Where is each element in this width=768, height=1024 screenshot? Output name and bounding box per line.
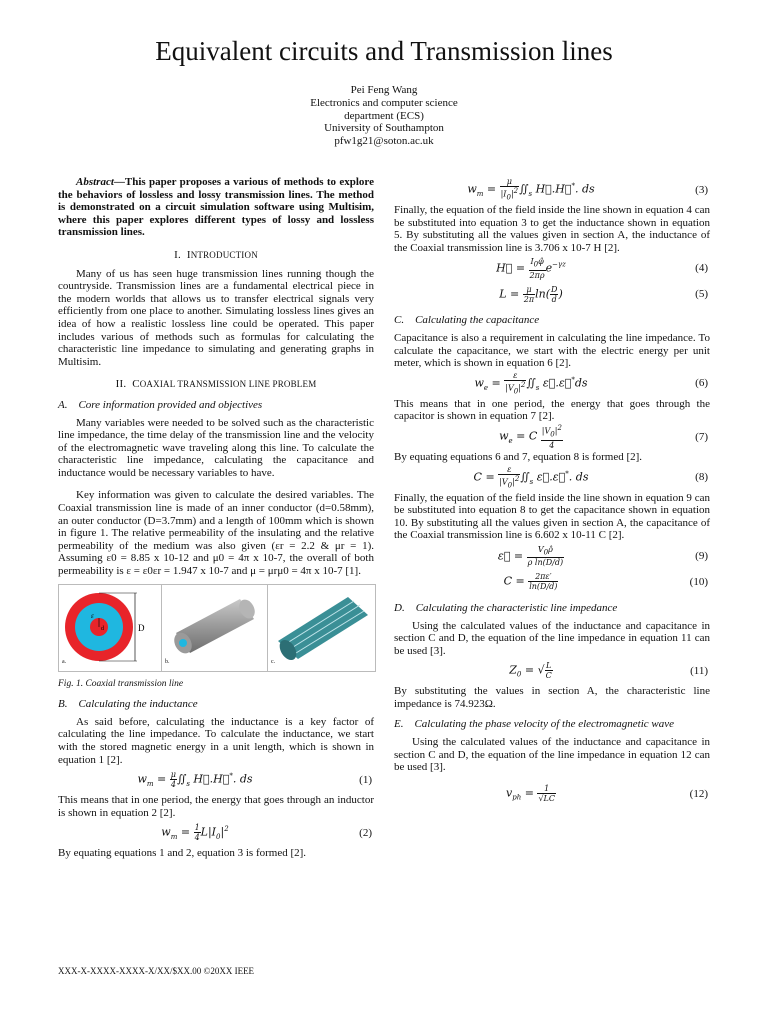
- equation-number: (2): [359, 827, 372, 840]
- intro-paragraph: Many of us has seen huge transmission lines running though the countryside. Transmission lines are a fundamental electrical piece in the modern worlds that allows us to transfer electrical signals very efficiently from one place to another. Simulating lossless lines gives an idea of how a realistic lossless line could be operated. This paper includes various of methods such as formulas for calculating the characteristic line impedance to simulating and generating graphs in Multisim.: [58, 267, 374, 368]
- equation-number: (12): [689, 787, 708, 800]
- abstract-label: Abstract: [76, 176, 114, 188]
- figure-1: [58, 584, 376, 672]
- equation-2: $w_m$ = $\frac{1}{4}$ $L|I_0|^2$ (2): [161, 823, 372, 843]
- section-rest: OAXIAL TRANSMISSION LINE PROBLEM: [139, 379, 317, 390]
- copyright-footer: XXX-X-XXXX-XXXX-X/XX/$XX.00 ©20XX IEEE: [58, 966, 255, 976]
- equation-number: (5): [695, 288, 708, 301]
- equation-6: $w_e$ = $\frac{\varepsilon}{|V_0|^2}$ $∬_s$ ε⃗.ε⃗*ds (6): [474, 371, 708, 396]
- equation-number: (8): [695, 471, 708, 484]
- equation-3: $w_m$ = $\frac{\mu}{|I_0|^2}$ $∬_s$ H⃗.H⃗*. ds (3): [467, 177, 708, 202]
- section-heading-coaxial: [58, 378, 374, 391]
- equation-8: C = $\frac{\varepsilon}{|V_0|^2}$ $∬_s$ ε⃗.ε⃗*. ds (8): [473, 464, 708, 490]
- subsection-d-paragraph-1: Using the calculated values of the inductance and capacitance in section C and D, the equation of the line impedance in equation 11 can be used [3].: [394, 619, 710, 657]
- subsection-e-heading: E. Calculating the phase velocity of the electromagnetic wave: [394, 718, 675, 731]
- equation-11: $Z_0$ = √ $\frac{L}{C}$ (11): [509, 661, 708, 681]
- subsection-d-paragraph-2: By substituting the values in section A, the characteristic line impedance is 74.923Ω.: [394, 685, 710, 710]
- abstract-text: This paper proposes a various of methods to explore the behaviors of lossless and lossy transmission lines. The method is demonstrated on a circuit simulation software using Multisim, where this paper explores different types of lossy and lossless transmission lines.: [58, 176, 374, 239]
- section-initial: I: [186, 248, 191, 261]
- subsection-b-paragraph-2: This means that in one period, the energy that goes through an inductor is shown in equation 2 [2].: [58, 794, 374, 819]
- author-name: Pei Feng Wang: [350, 84, 418, 96]
- equation-5: L = $\frac{\mu}{2\pi}$ ln( $\frac{D}{d}$ ) (5): [499, 284, 708, 304]
- subsection-a-heading: A. Core information provided and objectives: [58, 398, 263, 411]
- equation-number: (4): [695, 262, 708, 275]
- equation-number: (10): [689, 575, 708, 588]
- coax-cylinder-diagram: [162, 585, 266, 671]
- subsection-c-paragraph-1: Capacitance is also a requirement in calculating the line impedance. To calculate the capacitance, we start with the electric energy per unit meter, which is shown in equation 6 [2].: [394, 331, 710, 370]
- right-paragraph-1: Finally, the equation of the field inside the line shown in equation 4 can be substituted into equation 3 to get the inductance shown in equation 5. By substituting all the values given in section A, the inductance of the Coaxial transmission line is 3.706 x 10-7 H [2].: [394, 204, 710, 254]
- section-initial: C: [132, 378, 140, 391]
- figure-panel-c: [267, 585, 374, 671]
- coax-cutaway-diagram: [268, 585, 374, 671]
- equation-12: $v_{ph}$ = $\frac{1}{√LC}$ (12): [506, 783, 708, 803]
- equation-number: (11): [690, 664, 708, 677]
- equation-1: $w_m$ = $\frac{\mu}{4}$ $∬_s$ H⃗.H⃗*. ds (1): [137, 770, 372, 790]
- section-heading-introduction: [58, 249, 374, 262]
- paper-title: Equivalent circuits and Transmission lines: [155, 36, 613, 66]
- subsection-c-paragraph-3: By equating equations 6 and 7, equation 8 is formed [2].: [394, 450, 643, 463]
- subsection-b-paragraph-1: As said before, calculating the inductance is a key factor of calculating the line impedance. To calculate the inductance, we start with the stored magnetic energy in a unit length, which is shown in equation 1 [2].: [58, 715, 374, 766]
- panel-label-b: b.: [165, 659, 170, 666]
- section-rest: NTRODUCTION: [190, 249, 258, 260]
- subsection-c-paragraph-4: Finally, the equation of the field inside the line shown in equation 9 can be substituted into equation 8 to get the capacitance shown in equation 10. By substituting all the values given in section A, the capacitance of the Coaxial transmission line is 6.602 x 10-11 C [2].: [394, 491, 710, 542]
- author-department: department (ECS): [344, 109, 424, 122]
- subsection-a-paragraph-2: Key information was given to calculate the desired variables. The Coaxial transmission line is made of an inner conductor (d=0.58mm), an outer conductor (D=3.7mm) and a length of 100mm which is shown in figure 1. The relative permeability of the insulating and the relative permeability of the medium was also given (εr = 2.2 & μr = 1). Assuming ε0 = 8.85 x 10-12 and μ0 = 4π x 10-7, the overall of both permeability is ε = ε0εr = 1.947 x 10-7 and μ = μrμ0 = 4π x 10-7 [1].: [58, 489, 374, 578]
- coax-cross-section-diagram: [59, 585, 159, 671]
- outer-diameter-label: D: [138, 622, 145, 633]
- equation-number: (3): [695, 183, 708, 196]
- subsection-a-paragraph-1: Many variables were needed to be solved such as the characteristic line impedance, the time delay of the transmission line and the velocity of the electromagnetic wave traveling along this line. To calculate the characteristic line impedance, calculating the capacitance and inductance would be necessary variables to have.: [58, 416, 374, 479]
- subsection-c-paragraph-2: This means that in one period, the energy that goes through the capacitor is shown in equation 7 [2].: [394, 397, 710, 423]
- panel-label-c: c.: [271, 659, 276, 666]
- subsection-e-paragraph-1: Using the calculated values of the inductance and capacitance in section C and D, the equation of the line impedance in equation 12 can be used [3].: [394, 736, 710, 774]
- panel-label-a: a.: [62, 659, 67, 666]
- equation-4: H⃗ = $\frac{I_0\varphî}{2\pi\rho}$ $e^{-\gamma z}$ (4): [496, 257, 708, 280]
- author-email: pfw1g21@soton.ac.uk: [334, 135, 434, 148]
- author-block: [0, 84, 768, 148]
- author-university: University of Southampton: [324, 122, 444, 135]
- figure-panel-b: [161, 585, 266, 671]
- subsection-b-paragraph-3: By equating equations 1 and 2, equation 3 is formed [2].: [58, 847, 307, 860]
- equation-number: (7): [695, 430, 708, 443]
- left-column: [58, 176, 374, 860]
- figure-caption: Fig. 1. Coaxial transmission line: [58, 678, 184, 689]
- abstract: Abstract—This paper proposes a various of methods to explore the behaviors of lossless and lossy transmission lines. The method is demonstrated on a circuit simulation software using Multisim, where this paper explores different types of lossy and lossless transmission lines.: [58, 176, 374, 239]
- figure-panel-a: [59, 585, 159, 671]
- section-number: II.: [115, 378, 127, 391]
- section-number: I.: [174, 248, 181, 261]
- subsection-b-heading: B. Calculating the inductance: [58, 698, 198, 711]
- permittivity-label: ε: [91, 611, 94, 620]
- author-affiliation: Electronics and computer science: [310, 96, 458, 109]
- equation-7: $w_e = C$ $\frac{|V_0|^2}{4}$ (7): [499, 424, 708, 450]
- equation-number: (6): [695, 377, 708, 390]
- right-column: [394, 176, 710, 808]
- equation-number: (9): [695, 549, 708, 562]
- cable-inner-core: [179, 639, 187, 647]
- equation-9: ε⃗ = $\frac{V_0\rhô}{\text{ρ ln(D/d)}}$ (9): [497, 544, 708, 568]
- inner-diameter-label: d: [101, 625, 104, 632]
- equation-10: C = $\frac{2\pi\varepsilon'}{\ln(D/d)}$ (10): [503, 572, 708, 592]
- subsection-c-heading: C. Calculating the capacitance: [394, 314, 540, 327]
- equation-number: (1): [359, 773, 372, 786]
- subsection-d-heading: D. Calculating the characteristic line impedance: [394, 601, 618, 614]
